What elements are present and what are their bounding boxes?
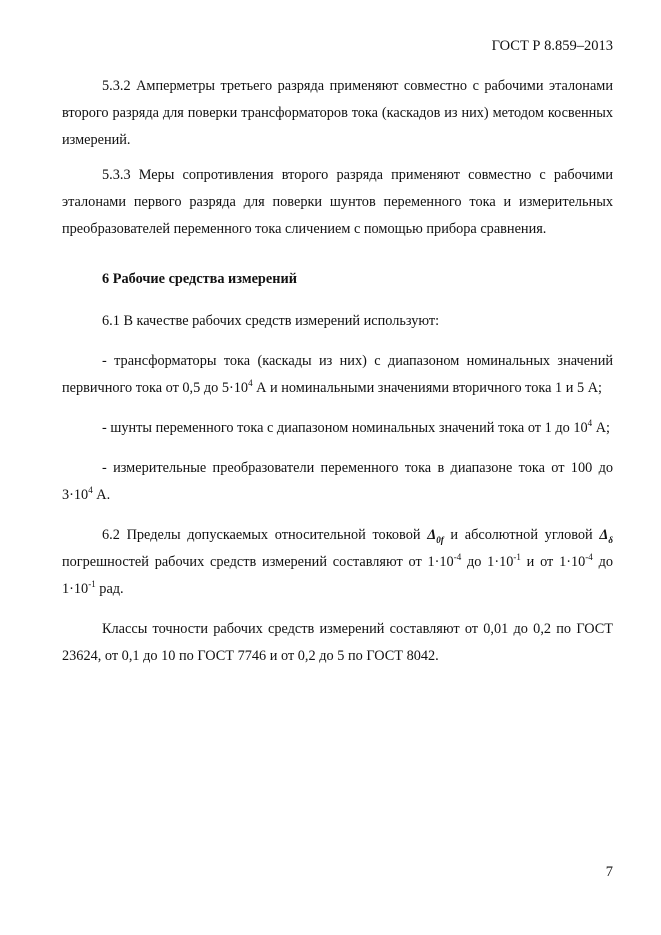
symbol-subscript: δ xyxy=(608,534,613,545)
section-6-heading: 6 Рабочие средства измерений xyxy=(102,271,297,287)
paragraph-text: погрешностей рабочих средств измерений составляют от 1·10 xyxy=(62,554,454,570)
document-header: ГОСТ Р 8.859–2013 xyxy=(491,38,613,54)
list-item-text: А; xyxy=(592,420,611,436)
exponent: 4 xyxy=(248,378,253,389)
delta-symbol: Δ xyxy=(599,527,609,543)
paragraph-accuracy-classes: Классы точности рабочих средств измерений составляют от 0,01 до 0,2 по ГОСТ 23624, от 0,1 до 10 по ГОСТ 7746 и от 0,2 до 5 по ГОСТ 8042. xyxy=(62,621,613,664)
page-number: 7 xyxy=(605,864,613,880)
paragraph-text: и от 1·10 xyxy=(520,554,586,570)
paragraph-6-2 xyxy=(62,522,613,603)
paragraph-text: 6.2 Пределы допускаемых относительной токовой xyxy=(102,527,428,543)
paragraph-5-3-2: 5.3.2 Амперметры третьего разряда применяют совместно с рабочими эталонами второго разряда для поверки трансформаторов тока (каскадов из них) методом косвенных измерений. xyxy=(62,78,613,148)
paragraph-text: до 1·10 xyxy=(62,554,613,597)
list-item-text: А. xyxy=(92,487,111,503)
angular-error-symbol xyxy=(599,527,613,543)
list-item-text: - шунты переменного тока с диапазоном номинальных значений тока от 1 до 10 xyxy=(102,420,588,436)
paragraph-text: и абсолютной угловой xyxy=(443,527,600,543)
list-item-text: - трансформаторы тока (каскады из них) с диапазоном номинальных значений первичного тока от 0,5 до 5·10 xyxy=(62,353,613,396)
list-item-text: А и номинальными значениями вторичного тока 1 и 5 А; xyxy=(252,380,602,396)
paragraph-text: рад. xyxy=(95,581,124,597)
list-item-converters xyxy=(62,455,613,509)
delta-symbol: Δ xyxy=(427,527,437,543)
paragraph-text: до 1·10 xyxy=(461,554,514,570)
exponent: -1 xyxy=(88,579,96,590)
page-body xyxy=(62,73,613,670)
current-error-symbol xyxy=(427,527,443,543)
exponent: -4 xyxy=(453,552,462,563)
exponent: -4 xyxy=(585,552,593,563)
list-item-text: - измерительные преобразователи переменного тока в диапазоне тока от 100 до 3·10 xyxy=(62,460,613,503)
list-item-transformers xyxy=(62,348,613,402)
exponent: 4 xyxy=(88,485,93,496)
symbol-subscript: 0f xyxy=(436,534,444,545)
exponent: -1 xyxy=(513,552,521,563)
paragraph-6-1: 6.1 В качестве рабочих средств измерений используют: xyxy=(102,313,440,329)
list-item-shunts xyxy=(62,415,613,442)
exponent: 4 xyxy=(587,418,593,429)
paragraph-5-3-3: 5.3.3 Меры сопротивления второго разряда применяют совместно с рабочими эталонами первого разряда для поверки шунтов переменного тока и измерительных преобразователей переменного тока сличением с помощью прибора сравнения. xyxy=(62,167,613,237)
